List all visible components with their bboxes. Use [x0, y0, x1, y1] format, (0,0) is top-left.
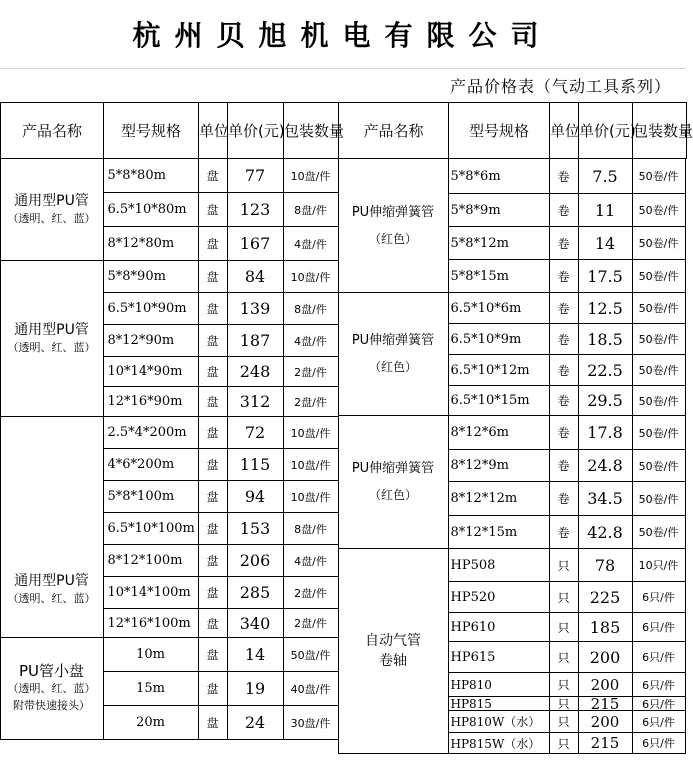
left-model-cell: 10m — [103, 637, 199, 672]
left-model-cell: 6.5*10*100m — [103, 512, 199, 545]
right-model-cell: 6.5*10*15m — [448, 385, 550, 416]
left-group-cell — [0, 260, 104, 417]
right-pack-cell: 6只/件 — [632, 641, 686, 673]
right-model-cell: HP520 — [448, 581, 550, 613]
right-unit-cell: 卷 — [549, 292, 579, 324]
left-unit-cell: 盘 — [198, 416, 228, 449]
left-price-cell: 312 — [227, 386, 284, 417]
right-pack-cell: 50卷/件 — [632, 385, 686, 416]
right-price-cell: 18.5 — [578, 323, 633, 355]
left-group-sub2: 附带快速接头） — [13, 699, 90, 712]
left-pack-cell: 4盘/件 — [283, 324, 339, 357]
right-group-sub: （红色） — [368, 231, 417, 246]
left-unit-cell: 盘 — [198, 226, 228, 261]
left-pack-cell: 10盘/件 — [283, 260, 339, 293]
right-unit-cell: 卷 — [549, 259, 579, 293]
header-unit-2: 单位 — [550, 103, 579, 159]
right-pack-cell: 6只/件 — [632, 696, 686, 711]
right-group-sub: 卷轴 — [379, 653, 407, 669]
right-unit-cell: 卷 — [549, 193, 579, 227]
header-product-name: 产品名称 — [1, 103, 104, 159]
right-pack-cell: 6只/件 — [632, 672, 686, 697]
right-price-cell: 11 — [578, 193, 633, 227]
right-pack-cell: 6只/件 — [632, 612, 686, 642]
left-price-cell: 285 — [227, 576, 284, 609]
right-group-sub: （红色） — [368, 488, 417, 502]
right-group-cell — [338, 292, 449, 416]
right-unit-cell: 卷 — [549, 158, 579, 194]
left-unit-cell: 盘 — [198, 260, 228, 293]
left-model-cell: 10*14*90m — [103, 356, 199, 387]
right-price-cell: 215 — [578, 696, 633, 711]
left-pack-cell: 2盘/件 — [283, 576, 339, 609]
left-pack-cell: 30盘/件 — [283, 705, 339, 740]
right-pack-cell: 50卷/件 — [632, 292, 686, 324]
right-model-cell: 8*12*12m — [448, 481, 550, 516]
right-model-cell: HP508 — [448, 548, 550, 582]
left-unit-cell: 盘 — [198, 386, 228, 417]
right-model-cell: HP815 — [448, 696, 550, 711]
right-pack-cell: 50卷/件 — [632, 449, 686, 482]
left-group-cell — [0, 416, 104, 638]
right-price-cell: 22.5 — [578, 354, 633, 386]
right-model-cell: 5*8*12m — [448, 226, 550, 260]
left-group-cell — [0, 158, 104, 261]
left-pack-cell: 2盘/件 — [283, 356, 339, 387]
left-price-cell: 24 — [227, 705, 284, 740]
left-unit-cell: 盘 — [198, 544, 228, 577]
right-unit-cell: 卷 — [549, 415, 579, 450]
left-pack-cell: 10盘/件 — [283, 158, 339, 193]
left-pack-cell: 8盘/件 — [283, 512, 339, 545]
right-pack-cell: 10只/件 — [632, 548, 686, 582]
right-group-cell — [338, 158, 449, 293]
left-price-cell: 153 — [227, 512, 284, 545]
left-pack-cell: 8盘/件 — [283, 192, 339, 227]
right-group-name: PU伸缩弹簧管 — [351, 204, 435, 220]
right-price-cell: 185 — [578, 612, 633, 642]
right-price-cell: 225 — [578, 581, 633, 613]
left-price-cell: 340 — [227, 608, 284, 638]
right-price-cell: 7.5 — [578, 158, 633, 194]
left-pack-cell: 40盘/件 — [283, 671, 339, 706]
right-group-sub: （红色） — [368, 360, 417, 374]
left-unit-cell: 盘 — [198, 448, 228, 481]
left-model-cell: 10*14*100m — [103, 576, 199, 609]
header-model-2: 型号规格 — [449, 103, 550, 159]
left-unit-cell: 盘 — [198, 324, 228, 357]
right-pack-cell: 50卷/件 — [632, 259, 686, 293]
right-model-cell: 5*8*9m — [448, 193, 550, 227]
price-table — [0, 102, 693, 159]
right-price-cell: 12.5 — [578, 292, 633, 324]
left-unit-cell: 盘 — [198, 671, 228, 706]
right-group-name: 自动气管 — [365, 633, 421, 649]
header-pack: 包装数量 — [284, 103, 339, 159]
left-pack-cell: 10盘/件 — [283, 448, 339, 481]
right-model-cell: HP610 — [448, 612, 550, 642]
left-price-cell: 84 — [227, 260, 284, 293]
right-model-cell: 5*8*6m — [448, 158, 550, 194]
right-pack-cell: 50卷/件 — [632, 481, 686, 516]
left-model-cell: 5*8*100m — [103, 480, 199, 513]
right-model-cell: HP815W（水） — [448, 732, 550, 754]
left-pack-cell: 10盘/件 — [283, 416, 339, 449]
right-price-cell: 17.5 — [578, 259, 633, 293]
left-pack-cell: 4盘/件 — [283, 544, 339, 577]
left-model-cell: 8*12*80m — [103, 226, 199, 261]
company-title: 杭州贝旭机电有限公司 — [0, 0, 685, 69]
left-group-name: PU管小盘 — [18, 662, 85, 680]
left-model-cell: 8*12*90m — [103, 324, 199, 357]
left-price-cell: 248 — [227, 356, 284, 387]
right-price-cell: 78 — [578, 548, 633, 582]
left-unit-cell: 盘 — [198, 192, 228, 227]
right-price-cell: 14 — [578, 226, 633, 260]
right-pack-cell: 6只/件 — [632, 581, 686, 613]
right-pack-cell: 6只/件 — [632, 710, 686, 733]
right-price-cell: 34.5 — [578, 481, 633, 516]
right-pack-cell: 50卷/件 — [632, 193, 686, 227]
right-pack-cell: 50卷/件 — [632, 415, 686, 450]
left-model-cell: 15m — [103, 671, 199, 706]
right-model-cell: 8*12*9m — [448, 449, 550, 482]
left-unit-cell: 盘 — [198, 576, 228, 609]
right-unit-cell: 卷 — [549, 481, 579, 516]
right-unit-cell: 卷 — [549, 323, 579, 355]
price-list-subtitle: 产品价格表（气动工具系列） — [449, 77, 671, 96]
left-pack-cell: 2盘/件 — [283, 386, 339, 417]
right-unit-cell: 卷 — [549, 449, 579, 482]
header-pack-2: 包装数量 — [633, 103, 687, 159]
left-model-cell: 5*8*80m — [103, 158, 199, 193]
right-unit-cell: 只 — [549, 732, 579, 754]
right-pack-cell: 50卷/件 — [632, 158, 686, 194]
right-group-cell — [338, 415, 449, 549]
left-group-sub: （透明、红、蓝） — [7, 211, 96, 225]
header-price: 单价(元) — [228, 103, 284, 159]
right-group-name: PU伸缩弹簧管 — [351, 461, 435, 476]
right-pack-cell: 50卷/件 — [632, 515, 686, 549]
left-model-cell: 6.5*10*90m — [103, 292, 199, 325]
header-model: 型号规格 — [104, 103, 199, 159]
left-price-cell: 206 — [227, 544, 284, 577]
right-group-name: PU伸缩弹簧管 — [351, 333, 435, 348]
left-pack-cell: 50盘/件 — [283, 637, 339, 672]
right-pack-cell: 6只/件 — [632, 732, 686, 754]
left-group-name: 通用型PU管 — [14, 192, 89, 209]
right-unit-cell: 只 — [549, 612, 579, 642]
left-price-cell: 139 — [227, 292, 284, 325]
left-group-name: 通用型PU管 — [14, 321, 89, 338]
left-price-cell: 72 — [227, 416, 284, 449]
right-price-cell: 42.8 — [578, 515, 633, 549]
left-pack-cell: 8盘/件 — [283, 292, 339, 325]
right-price-cell: 215 — [578, 732, 633, 754]
left-group-cell — [0, 637, 104, 740]
left-unit-cell: 盘 — [198, 705, 228, 740]
right-model-cell: 5*8*15m — [448, 259, 550, 293]
right-unit-cell: 卷 — [549, 354, 579, 386]
right-unit-cell: 卷 — [549, 515, 579, 549]
left-unit-cell: 盘 — [198, 480, 228, 513]
left-unit-cell: 盘 — [198, 512, 228, 545]
right-unit-cell: 卷 — [549, 385, 579, 416]
right-pack-cell: 50卷/件 — [632, 354, 686, 386]
left-price-cell: 19 — [227, 671, 284, 706]
right-group-cell — [338, 548, 449, 754]
right-unit-cell: 卷 — [549, 226, 579, 260]
right-unit-cell: 只 — [549, 548, 579, 582]
left-price-cell: 14 — [227, 637, 284, 672]
left-unit-cell: 盘 — [198, 608, 228, 638]
header-unit: 单位 — [199, 103, 228, 159]
left-model-cell: 2.5*4*200m — [103, 416, 199, 449]
left-unit-cell: 盘 — [198, 356, 228, 387]
left-price-cell: 123 — [227, 192, 284, 227]
left-group-name: 通用型PU管 — [14, 573, 89, 589]
right-pack-cell: 50卷/件 — [632, 226, 686, 260]
header-price-2: 单价(元) — [579, 103, 633, 159]
left-model-cell: 12*16*100m — [103, 608, 199, 638]
left-group-sub: （透明、红、蓝） — [7, 340, 96, 354]
right-unit-cell: 只 — [549, 581, 579, 613]
right-price-cell: 24.8 — [578, 449, 633, 482]
right-model-cell: 6.5*10*6m — [448, 292, 550, 324]
right-unit-cell: 只 — [549, 672, 579, 697]
left-model-cell: 5*8*90m — [103, 260, 199, 293]
left-unit-cell: 盘 — [198, 292, 228, 325]
right-model-cell: 6.5*10*12m — [448, 354, 550, 386]
left-unit-cell: 盘 — [198, 637, 228, 672]
left-unit-cell: 盘 — [198, 158, 228, 193]
right-unit-cell: 只 — [549, 696, 579, 711]
left-price-cell: 115 — [227, 448, 284, 481]
right-price-cell: 200 — [578, 641, 633, 673]
left-price-cell: 187 — [227, 324, 284, 357]
right-price-cell: 29.5 — [578, 385, 633, 416]
right-model-cell: HP810W（水） — [448, 710, 550, 733]
left-model-cell: 6.5*10*80m — [103, 192, 199, 227]
left-model-cell: 8*12*100m — [103, 544, 199, 577]
left-group-sub: （透明、红、蓝） — [7, 592, 96, 605]
left-price-cell: 77 — [227, 158, 284, 193]
left-model-cell: 12*16*90m — [103, 386, 199, 417]
right-model-cell: 8*12*15m — [448, 515, 550, 549]
right-price-cell: 200 — [578, 710, 633, 733]
header-row — [1, 103, 687, 159]
right-model-cell: 8*12*6m — [448, 415, 550, 450]
left-model-cell: 20m — [103, 705, 199, 740]
left-price-cell: 94 — [227, 480, 284, 513]
left-model-cell: 4*6*200m — [103, 448, 199, 481]
left-price-cell: 167 — [227, 226, 284, 261]
right-unit-cell: 只 — [549, 710, 579, 733]
left-group-sub: （透明、红、蓝） — [7, 682, 96, 695]
right-model-cell: HP810 — [448, 672, 550, 697]
left-pack-cell: 2盘/件 — [283, 608, 339, 638]
right-model-cell: HP615 — [448, 641, 550, 673]
header-product-name-2: 产品名称 — [339, 103, 449, 159]
left-pack-cell: 4盘/件 — [283, 226, 339, 261]
right-pack-cell: 50卷/件 — [632, 323, 686, 355]
right-model-cell: 6.5*10*9m — [448, 323, 550, 355]
right-unit-cell: 只 — [549, 641, 579, 673]
right-price-cell: 200 — [578, 672, 633, 697]
right-price-cell: 17.8 — [578, 415, 633, 450]
left-pack-cell: 10盘/件 — [283, 480, 339, 513]
